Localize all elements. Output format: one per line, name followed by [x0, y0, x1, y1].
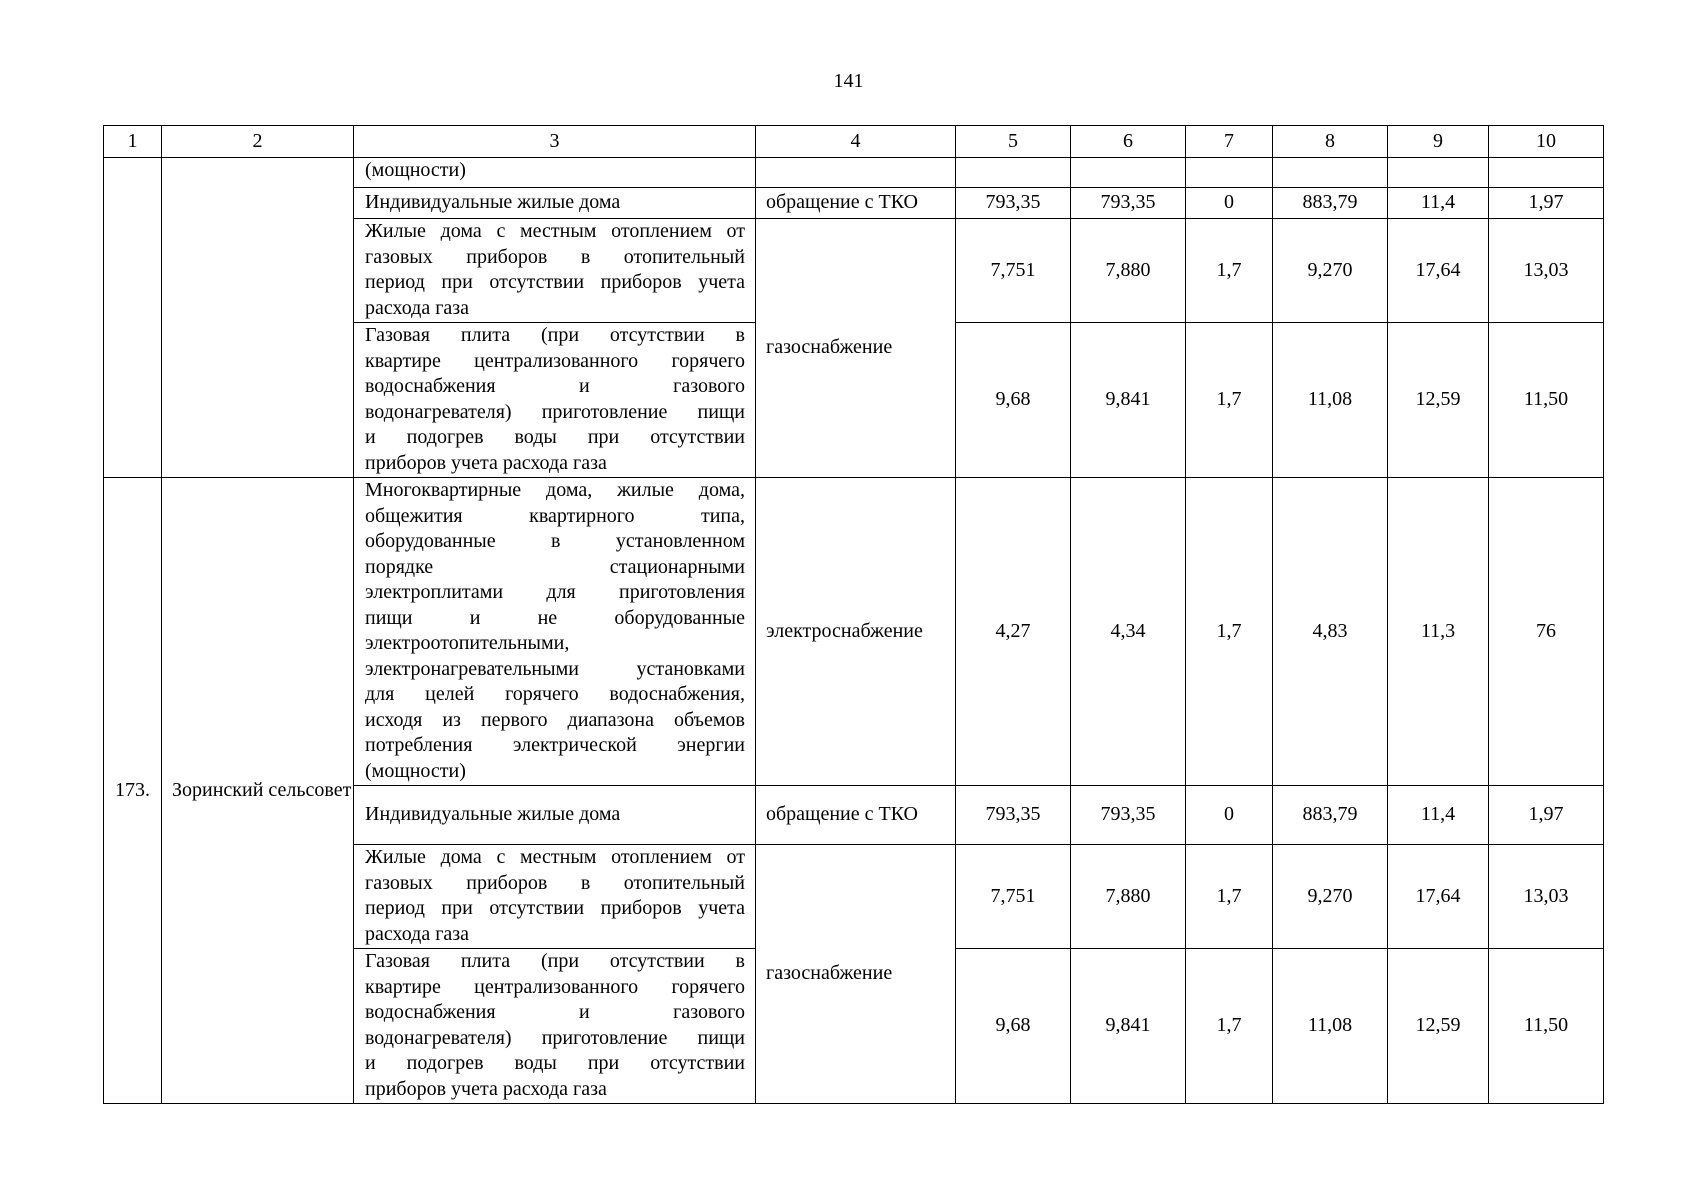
header-cell: 9 [1388, 126, 1489, 158]
description-line: и подогрев воды при отсутствии [365, 426, 745, 448]
value-cell: 793,35 [1071, 188, 1186, 219]
value-cell: 17,64 [1388, 845, 1489, 949]
number-cell: 173. [104, 478, 162, 1104]
value-cell: 1,97 [1489, 188, 1604, 219]
value-cell: 7,751 [956, 219, 1071, 323]
description-line: Жилые дома с местным отоплением от [365, 220, 745, 242]
value-cell [1071, 158, 1186, 188]
description-line: газовых приборов в отопительный [365, 871, 745, 894]
value-cell: 1,7 [1186, 323, 1273, 478]
service-cell [756, 158, 956, 188]
value-cell: 17,64 [1388, 219, 1489, 323]
value-cell: 1,97 [1489, 786, 1604, 845]
value-cell: 11,08 [1273, 323, 1388, 478]
value-cell: 11,4 [1388, 786, 1489, 845]
description-line: приборов учета расхода газа [365, 1077, 607, 1100]
value-cell: 12,59 [1388, 323, 1489, 478]
description-cell [354, 323, 756, 478]
description-line: расхода газа [365, 922, 470, 945]
description-line: Газовая плита (при отсутствии в [365, 950, 745, 972]
header-cell: 1 [104, 126, 162, 158]
value-cell: 11,3 [1388, 478, 1489, 786]
value-cell: 1,7 [1186, 845, 1273, 949]
description-line: водонагревателя) приготовление пищи [365, 400, 745, 423]
description-line: период при отсутствии приборов учета [365, 271, 745, 293]
description-line: квартире централизованного горячего [365, 975, 745, 998]
description-line: электроплитами для приготовления [365, 581, 745, 603]
value-cell: 12,59 [1388, 949, 1489, 1104]
description-cell [354, 219, 756, 323]
value-cell: 9,841 [1071, 323, 1186, 478]
description-line: пищи и не оборудованные [365, 606, 745, 629]
value-cell: 11,50 [1489, 323, 1604, 478]
description-line: расхода газа [365, 296, 470, 319]
value-cell: 9,68 [956, 323, 1071, 478]
value-cell: 9,841 [1071, 949, 1186, 1104]
table-row [104, 158, 1604, 188]
value-cell: 76 [1489, 478, 1604, 786]
value-cell: 7,880 [1071, 845, 1186, 949]
value-cell: 13,03 [1489, 845, 1604, 949]
header-row [104, 126, 1604, 158]
description-line: Жилые дома с местным отоплением от [365, 846, 745, 868]
description-line: электроотопительными, [365, 632, 570, 654]
description-cell: Индивидуальные жилые дома [354, 786, 756, 845]
number-cell [104, 158, 162, 478]
value-cell [1273, 158, 1388, 188]
description-line: оборудованные в установленном [365, 530, 745, 552]
value-cell: 13,03 [1489, 219, 1604, 323]
value-cell [1489, 158, 1604, 188]
value-cell: 4,27 [956, 478, 1071, 786]
description-line: Многоквартирные дома, жилые дома, [365, 479, 745, 501]
header-cell: 6 [1071, 126, 1186, 158]
value-cell: 9,68 [956, 949, 1071, 1104]
page-number: 141 [833, 70, 864, 92]
header-cell: 8 [1273, 126, 1388, 158]
description-line: водонагревателя) приготовление пищи [365, 1026, 745, 1049]
header-cell: 10 [1489, 126, 1604, 158]
description-cell: (мощности) [354, 158, 756, 188]
service-cell: газоснабжение [756, 219, 956, 478]
description-line: газовых приборов в отопительный [365, 245, 745, 268]
description-line: электронагревательными установками [365, 657, 745, 680]
description-line: водоснабжения и газового [365, 1001, 745, 1023]
value-cell [1388, 158, 1489, 188]
region-cell: Зоринский сельсовет [162, 478, 354, 1104]
description-line: период при отсутствии приборов учета [365, 897, 745, 919]
service-cell: электроснабжение [756, 478, 956, 786]
description-line: и подогрев воды при отсутствии [365, 1052, 745, 1074]
value-cell [1186, 158, 1273, 188]
description-line: для целей горячего водоснабжения, [365, 683, 745, 705]
value-cell: 1,7 [1186, 949, 1273, 1104]
value-cell: 1,7 [1186, 219, 1273, 323]
value-cell: 793,35 [956, 188, 1071, 219]
description-line: квартире централизованного горячего [365, 349, 745, 372]
value-cell: 0 [1186, 188, 1273, 219]
value-cell: 4,34 [1071, 478, 1186, 786]
header-cell: 5 [956, 126, 1071, 158]
value-cell [956, 158, 1071, 188]
description-cell [354, 949, 756, 1104]
value-cell: 883,79 [1273, 188, 1388, 219]
description-line: приборов учета расхода газа [365, 451, 607, 474]
description-cell [354, 845, 756, 949]
value-cell: 11,50 [1489, 949, 1604, 1104]
service-cell: газоснабжение [756, 845, 956, 1104]
description-line: (мощности) [365, 759, 466, 782]
service-cell: обращение с ТКО [756, 188, 956, 219]
description-line: водоснабжения и газового [365, 375, 745, 397]
header-cell: 3 [354, 126, 756, 158]
header-cell: 7 [1186, 126, 1273, 158]
description-line: Газовая плита (при отсутствии в [365, 324, 745, 346]
description-line: потребления электрической энергии [365, 734, 745, 756]
value-cell: 9,270 [1273, 219, 1388, 323]
description-line: общежития квартирного типа, [365, 504, 745, 527]
service-cell: обращение с ТКО [756, 786, 956, 845]
header-cell: 4 [756, 126, 956, 158]
value-cell: 0 [1186, 786, 1273, 845]
value-cell: 883,79 [1273, 786, 1388, 845]
region-cell [162, 158, 354, 478]
description-line: исходя из первого диапазона объемов [365, 708, 745, 731]
value-cell: 793,35 [1071, 786, 1186, 845]
description-cell [354, 478, 756, 786]
value-cell: 9,270 [1273, 845, 1388, 949]
tariff-table [103, 125, 1604, 1104]
value-cell: 11,4 [1388, 188, 1489, 219]
value-cell: 4,83 [1273, 478, 1388, 786]
description-line: порядке стационарными [365, 555, 745, 578]
value-cell: 7,751 [956, 845, 1071, 949]
description-cell: Индивидуальные жилые дома [354, 188, 756, 219]
value-cell: 793,35 [956, 786, 1071, 845]
header-cell: 2 [162, 126, 354, 158]
value-cell: 11,08 [1273, 949, 1388, 1104]
table-row [104, 478, 1604, 786]
value-cell: 7,880 [1071, 219, 1186, 323]
value-cell: 1,7 [1186, 478, 1273, 786]
